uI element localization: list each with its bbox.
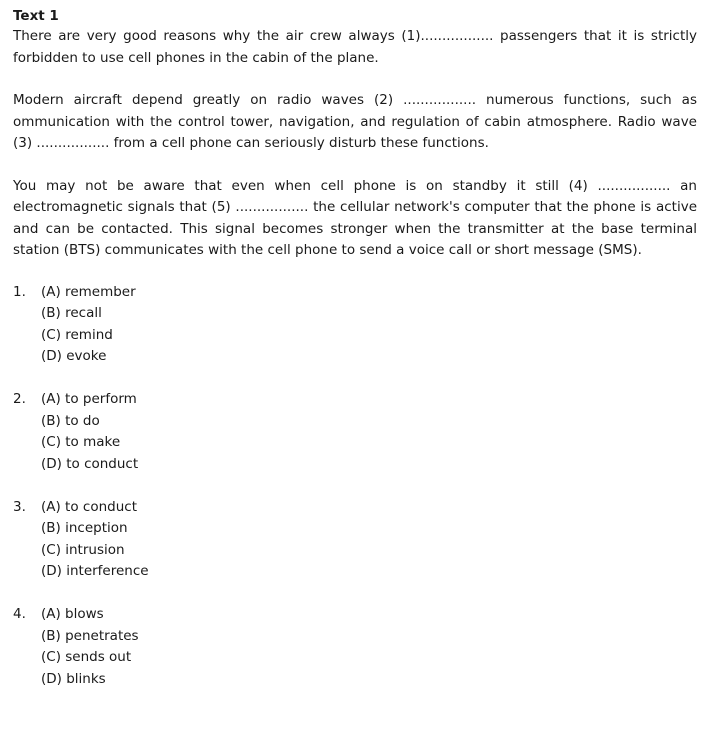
option-a: (A) remember xyxy=(41,283,136,300)
option-a: (A) to perform xyxy=(41,391,137,407)
option-b: (B) inception xyxy=(41,520,128,536)
question-number: 1. xyxy=(13,283,26,300)
option-b: (B) penetrates xyxy=(41,627,139,644)
option-a: (A) to conduct xyxy=(41,498,137,515)
option-c: (C) remind xyxy=(41,326,113,343)
question-4 xyxy=(13,604,697,690)
option-c: (C) sends out xyxy=(41,649,132,665)
document-page xyxy=(13,6,697,712)
paragraph-2: Modern aircraft depend greatly on radio waves (2) ................. numerous functions, such as ommunication with the control tower, navigation, and regulation of cabin atmosphere. Radio wave (3) ................. from a cell phone can seriously disturb these functions. xyxy=(13,92,697,151)
paragraph-1: There are very good reasons why the air crew always (1)................. passengers that it is strictly forbidden to use cell phones in the cabin of the plane. xyxy=(13,28,697,66)
option-c: (C) to make xyxy=(41,434,121,450)
paragraph-3: You may not be aware that even when cell phone is on standby it still (4) ................. an electromagnetic signals that (5) ................. the cellular network's computer that the phone is active and can be contacted. This signal becomes stronger when the transmitter at the base terminal station (BTS) communicates with the cell phone to send a voice call or short message (SMS). xyxy=(13,177,697,258)
option-c: (C) intrusion xyxy=(41,541,125,558)
option-list xyxy=(41,604,139,690)
option-d: (D) evoke xyxy=(41,348,107,364)
question-number: 2. xyxy=(13,391,26,407)
question-1 xyxy=(13,282,697,368)
question-2 xyxy=(13,389,697,475)
question-number: 3. xyxy=(13,498,26,515)
option-list xyxy=(41,389,138,475)
option-a: (A) blows xyxy=(41,606,104,622)
option-list xyxy=(41,497,149,583)
document-title: Text 1 xyxy=(13,8,59,24)
option-b: (B) to do xyxy=(41,412,100,429)
option-b: (B) recall xyxy=(41,305,102,321)
question-number: 4. xyxy=(13,606,26,622)
option-list xyxy=(41,282,136,368)
option-d: (D) interference xyxy=(41,563,149,579)
option-d: (D) to conduct xyxy=(41,455,139,472)
question-3 xyxy=(13,497,697,583)
option-d: (D) blinks xyxy=(41,670,106,687)
